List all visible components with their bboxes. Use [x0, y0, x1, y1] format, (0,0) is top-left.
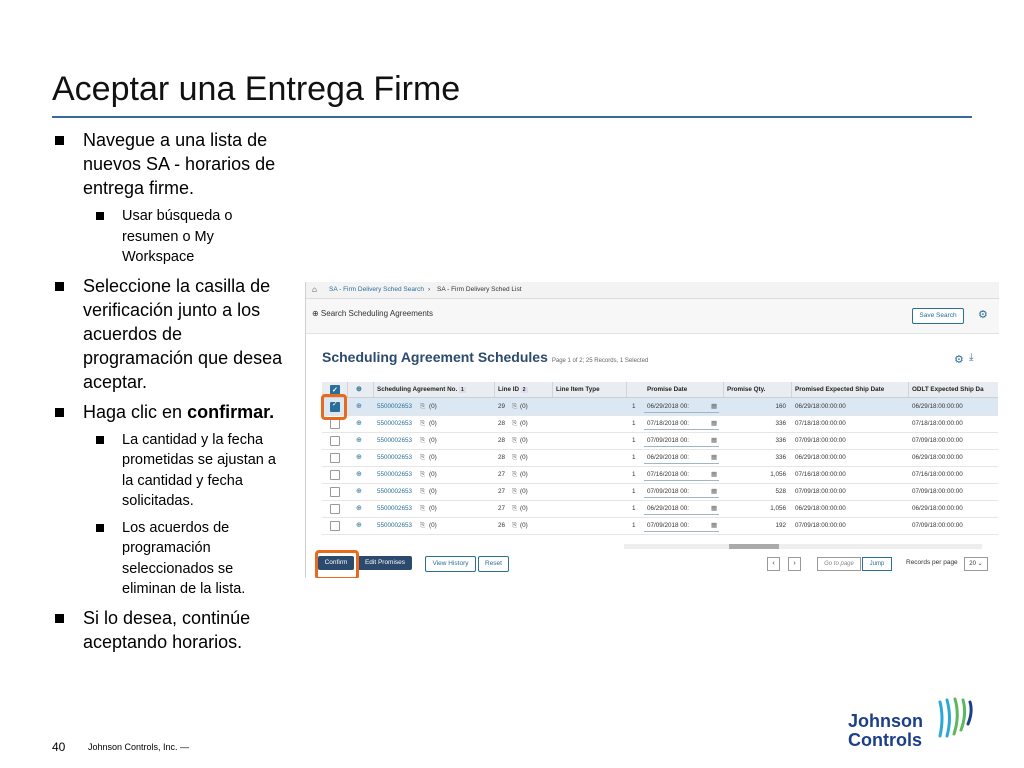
table-header: [322, 382, 998, 398]
row-checkbox[interactable]: [330, 521, 340, 531]
line-attachment-count: (0): [520, 437, 528, 444]
page-title-text: Scheduling Agreement Schedules: [322, 349, 548, 365]
promised-ship-date: 07/09/18:00:00:00: [795, 437, 846, 444]
attachment-icon[interactable]: ⎘: [420, 505, 426, 512]
attachment-icon[interactable]: ⎘: [512, 488, 518, 495]
expand-row-icon[interactable]: ⊕: [356, 522, 362, 529]
table-row[interactable]: [322, 517, 998, 535]
bullet-1: [52, 128, 284, 200]
attachment-count: (0): [429, 505, 437, 512]
odlt-ship-date: 06/29/18:00:00:00: [912, 505, 963, 512]
promise-qty-value[interactable]: 192: [775, 522, 786, 529]
table-row[interactable]: [322, 466, 998, 484]
calendar-icon[interactable]: ▦: [711, 505, 717, 512]
odlt-ship-date: 07/09/18:00:00:00: [912, 522, 963, 529]
calendar-icon[interactable]: ▦: [711, 471, 717, 478]
bullet-square-icon: [55, 136, 64, 145]
breadcrumb-search[interactable]: SA - Firm Delivery Sched Search: [329, 286, 425, 293]
filter-panel: [306, 299, 999, 334]
line-attachment-count: (0): [520, 471, 528, 478]
column-label: Scheduling Agreement No.: [377, 386, 458, 393]
checkbox-highlight: [321, 394, 347, 420]
col-promised-ship-date[interactable]: Promised Expected Ship Date: [792, 382, 909, 397]
calendar-icon[interactable]: ▦: [711, 522, 717, 529]
logo-line-2: Controls: [848, 730, 922, 750]
expand-row-icon[interactable]: ⊕: [356, 488, 362, 495]
expand-header: [348, 382, 374, 397]
bullet-square-icon: [96, 524, 104, 532]
calendar-icon[interactable]: ▦: [711, 454, 717, 461]
sub-bullet-text: Usar búsqueda o resumen o My Workspace: [122, 208, 233, 265]
attachment-icon[interactable]: ⎘: [420, 437, 426, 444]
promise-qty-value[interactable]: 160: [775, 403, 786, 410]
gear-icon[interactable]: ⚙: [978, 309, 988, 321]
line-id: 27: [498, 471, 506, 478]
attachment-icon[interactable]: ⎘: [512, 505, 518, 512]
bullet-1-text: Navegue a una lista de nuevos SA - horarios de entrega firme.: [83, 130, 276, 198]
breadcrumb: [306, 282, 999, 299]
col-promise-qty[interactable]: Promise Qty.: [724, 382, 792, 397]
johnson-controls-logo: [848, 696, 978, 756]
odlt-ship-date: 07/09/18:00:00:00: [912, 437, 963, 444]
home-icon[interactable]: ⌂: [312, 285, 317, 294]
odlt-ship-date: 07/09/18:00:00:00: [912, 488, 963, 495]
attachment-icon[interactable]: ⎘: [512, 522, 518, 529]
attachment-count: (0): [429, 420, 437, 427]
promise-date-value: 06/29/2018 00:: [647, 505, 690, 512]
row-checkbox[interactable]: [330, 504, 340, 514]
bullet-4: [52, 606, 284, 654]
col-odlt-ship-date[interactable]: ODLT Expected Ship Da: [912, 386, 984, 393]
prev-page-button[interactable]: ‹: [767, 557, 780, 571]
sub-bullet-1-1: [52, 206, 284, 268]
line-id: 26: [498, 522, 506, 529]
sort-badge: 1: [461, 387, 464, 393]
line-item-type: 1: [632, 471, 636, 478]
bullet-list: [52, 128, 284, 660]
schedules-table: [322, 382, 998, 542]
attachment-icon[interactable]: ⎘: [420, 488, 426, 495]
bullet-square-icon: [55, 614, 64, 623]
records-meta: Page 1 of 2; 25 Records, 1 Selected: [551, 358, 649, 364]
bullet-square-icon: [55, 408, 64, 417]
attachment-icon[interactable]: ⎘: [512, 403, 518, 410]
attachment-icon[interactable]: ⎘: [420, 403, 426, 410]
save-search-button[interactable]: Save Search: [912, 308, 964, 324]
sa-number-link[interactable]: 5500002653: [377, 454, 413, 461]
confirm-highlight: [315, 550, 359, 578]
line-item-type: 1: [632, 454, 636, 461]
column-label: Line ID: [498, 386, 519, 393]
bullet-4-text: Si lo desea, continúe aceptando horarios.: [83, 607, 251, 652]
attachment-count: (0): [429, 403, 437, 410]
table-row[interactable]: [322, 415, 998, 433]
expand-row-icon[interactable]: ⊕: [356, 454, 362, 461]
promise-date-value: 07/09/2018 00:: [647, 522, 690, 529]
line-attachment-count: (0): [520, 488, 528, 495]
promised-ship-date: 07/18/18:00:00:00: [795, 420, 846, 427]
line-id: 28: [498, 454, 506, 461]
app-screenshot: [305, 282, 999, 578]
expand-icon[interactable]: ⊕: [356, 386, 362, 393]
logo-text: [848, 712, 923, 750]
bullet-square-icon: [96, 436, 104, 444]
calendar-icon[interactable]: ▦: [711, 488, 717, 495]
promise-date-value: 07/16/2018 00:: [647, 471, 690, 478]
promise-date-value: 07/18/2018 00:: [647, 420, 690, 427]
line-attachment-count: (0): [520, 454, 528, 461]
table-row[interactable]: [322, 500, 998, 518]
logo-line-1: Johnson: [848, 711, 923, 731]
row-checkbox[interactable]: [330, 470, 340, 480]
page-number: 40: [52, 740, 66, 754]
breadcrumb-current: SA - Firm Delivery Sched List: [437, 286, 522, 293]
row-checkbox[interactable]: [330, 453, 340, 463]
promise-date-value: 07/09/2018 00:: [647, 437, 690, 444]
promise-date-value: 07/09/2018 00:: [647, 488, 690, 495]
goto-page-input[interactable]: Go to page: [817, 557, 861, 571]
horizontal-scrollbar[interactable]: [624, 544, 982, 549]
attachment-icon[interactable]: ⎘: [420, 522, 426, 529]
promise-qty-value[interactable]: 1,056: [770, 471, 786, 478]
records-per-page-value: 20: [969, 561, 976, 567]
line-id: 27: [498, 505, 506, 512]
jump-button[interactable]: Jump: [862, 557, 892, 571]
attachment-icon[interactable]: ⎘: [420, 420, 426, 427]
attachment-icon[interactable]: ⎘: [512, 420, 518, 427]
download-icon[interactable]: ⤓: [969, 352, 974, 363]
attachment-icon[interactable]: ⎘: [420, 454, 426, 461]
sort-badge: 2: [522, 387, 526, 393]
expand-row-icon[interactable]: ⊕: [356, 420, 362, 427]
row-checkbox[interactable]: [330, 436, 340, 446]
line-item-type: 1: [632, 522, 636, 529]
records-per-page-select[interactable]: 20 ⌄: [964, 557, 988, 571]
bullet-square-icon: [96, 212, 104, 220]
promise-qty-value[interactable]: 528: [775, 488, 786, 495]
attachment-count: (0): [429, 454, 437, 461]
attachment-icon[interactable]: ⎘: [512, 454, 518, 461]
expand-row-icon[interactable]: ⊕: [356, 437, 362, 444]
promised-ship-date: 06/29/18:00:00:00: [795, 454, 846, 461]
line-attachment-count: (0): [520, 522, 528, 529]
scrollbar-thumb[interactable]: [729, 544, 779, 549]
sa-number-link[interactable]: 5500002653: [377, 471, 413, 478]
sa-number-link[interactable]: 5500002653: [377, 522, 413, 529]
promised-ship-date: 07/16/18:00:00:00: [795, 471, 846, 478]
promise-qty-value[interactable]: 336: [775, 437, 786, 444]
promised-ship-date: 06/29/18:00:00:00: [795, 403, 846, 410]
attachment-count: (0): [429, 471, 437, 478]
row-checkbox[interactable]: [330, 419, 340, 429]
expand-row-icon[interactable]: ⊕: [356, 403, 362, 410]
sub-bullet-text: La cantidad y la fecha prometidas se ajustan a la cantidad y fecha solicitadas.: [122, 431, 276, 509]
line-item-type: 1: [632, 488, 636, 495]
line-attachment-count: (0): [520, 403, 528, 410]
sa-number-link[interactable]: 5500002653: [377, 488, 413, 495]
table-row[interactable]: [322, 449, 998, 467]
sa-number-link[interactable]: 5500002653: [377, 420, 413, 427]
line-id: 27: [498, 488, 506, 495]
bullet-3-bold: confirmar.: [187, 401, 275, 422]
row-checkbox[interactable]: [330, 487, 340, 497]
sub-bullet-3-1: [52, 430, 284, 512]
table-row[interactable]: [322, 483, 998, 501]
sa-number-link[interactable]: 5500002653: [377, 505, 413, 512]
bullet-2-text: Seleccione la casilla de verificación junto a los acuerdos de programación que desea aceptar.: [83, 275, 283, 392]
expand-row-icon[interactable]: ⊕: [356, 471, 362, 478]
line-item-type: 1: [632, 437, 636, 444]
odlt-ship-date: 06/29/18:00:00:00: [912, 403, 963, 410]
calendar-icon[interactable]: ▦: [711, 403, 717, 410]
attachment-count: (0): [429, 522, 437, 529]
col-promise-date[interactable]: Promise Date: [627, 382, 724, 397]
promise-date-value: 06/29/2018 00:: [647, 454, 690, 461]
promise-date-value: 06/29/2018 00:: [647, 403, 690, 410]
bullet-square-icon: [55, 282, 64, 291]
sa-number-link[interactable]: 5500002653: [377, 403, 413, 410]
line-attachment-count: (0): [520, 505, 528, 512]
attachment-count: (0): [429, 437, 437, 444]
line-id: 28: [498, 420, 506, 427]
attachment-icon[interactable]: ⎘: [420, 471, 426, 478]
expand-row-icon[interactable]: ⊕: [356, 505, 362, 512]
line-id: 28: [498, 437, 506, 444]
line-item-type: 1: [632, 420, 636, 427]
promise-qty-value[interactable]: 336: [775, 420, 786, 427]
search-agreements-toggle[interactable]: ⊕ Search Scheduling Agreements: [312, 309, 433, 318]
reset-button[interactable]: Reset: [478, 556, 509, 572]
records-per-page-label: Records per page: [906, 559, 958, 566]
calendar-icon[interactable]: ▦: [711, 420, 717, 427]
line-attachment-count: (0): [520, 420, 528, 427]
attachment-icon[interactable]: ⎘: [512, 437, 518, 444]
footer-company: Johnson Controls, Inc. —: [88, 742, 190, 752]
promised-ship-date: 07/09/18:00:00:00: [795, 488, 846, 495]
promise-qty-value[interactable]: 336: [775, 454, 786, 461]
promised-ship-date: 06/29/18:00:00:00: [795, 505, 846, 512]
calendar-icon[interactable]: ▦: [711, 437, 717, 444]
view-history-button[interactable]: View History: [425, 556, 476, 572]
confirm-button[interactable]: Confirm: [318, 556, 354, 570]
next-page-button[interactable]: ›: [788, 557, 801, 571]
title-divider: [52, 116, 972, 118]
odlt-ship-date: 07/18/18:00:00:00: [912, 420, 963, 427]
odlt-ship-date: 07/16/18:00:00:00: [912, 471, 963, 478]
line-item-type: 1: [632, 505, 636, 512]
promised-ship-date: 07/09/18:00:00:00: [795, 522, 846, 529]
line-id: 29: [498, 403, 506, 410]
edit-promises-button[interactable]: Edit Promises: [358, 556, 412, 570]
line-item-type: 1: [632, 403, 636, 410]
col-sa-no[interactable]: [374, 382, 495, 397]
bullet-3-text: Haga clic en: [83, 401, 183, 422]
sub-bullet-text: Los acuerdos de programación seleccionados se eliminan de la lista.: [122, 519, 246, 597]
bullet-3: [52, 400, 284, 424]
table-row[interactable]: [322, 398, 998, 416]
sa-number-link[interactable]: 5500002653: [377, 437, 413, 444]
attachment-count: (0): [429, 488, 437, 495]
col-line-item-type[interactable]: Line Item Type: [553, 382, 627, 397]
slide-title: Aceptar una Entrega Firme: [52, 70, 461, 108]
breadcrumb-separator: ›: [428, 286, 431, 293]
bullet-2: [52, 274, 284, 394]
action-bar: [306, 554, 999, 574]
col-line-id[interactable]: [495, 382, 553, 397]
gear-icon[interactable]: ⚙: [954, 354, 964, 366]
logo-mark-icon: [934, 696, 978, 740]
attachment-icon[interactable]: ⎘: [512, 471, 518, 478]
sub-bullet-3-2: [52, 518, 284, 600]
page-title: [322, 349, 648, 365]
table-row[interactable]: [322, 432, 998, 450]
odlt-ship-date: 06/29/18:00:00:00: [912, 454, 963, 461]
promise-qty-value[interactable]: 1,056: [770, 505, 786, 512]
